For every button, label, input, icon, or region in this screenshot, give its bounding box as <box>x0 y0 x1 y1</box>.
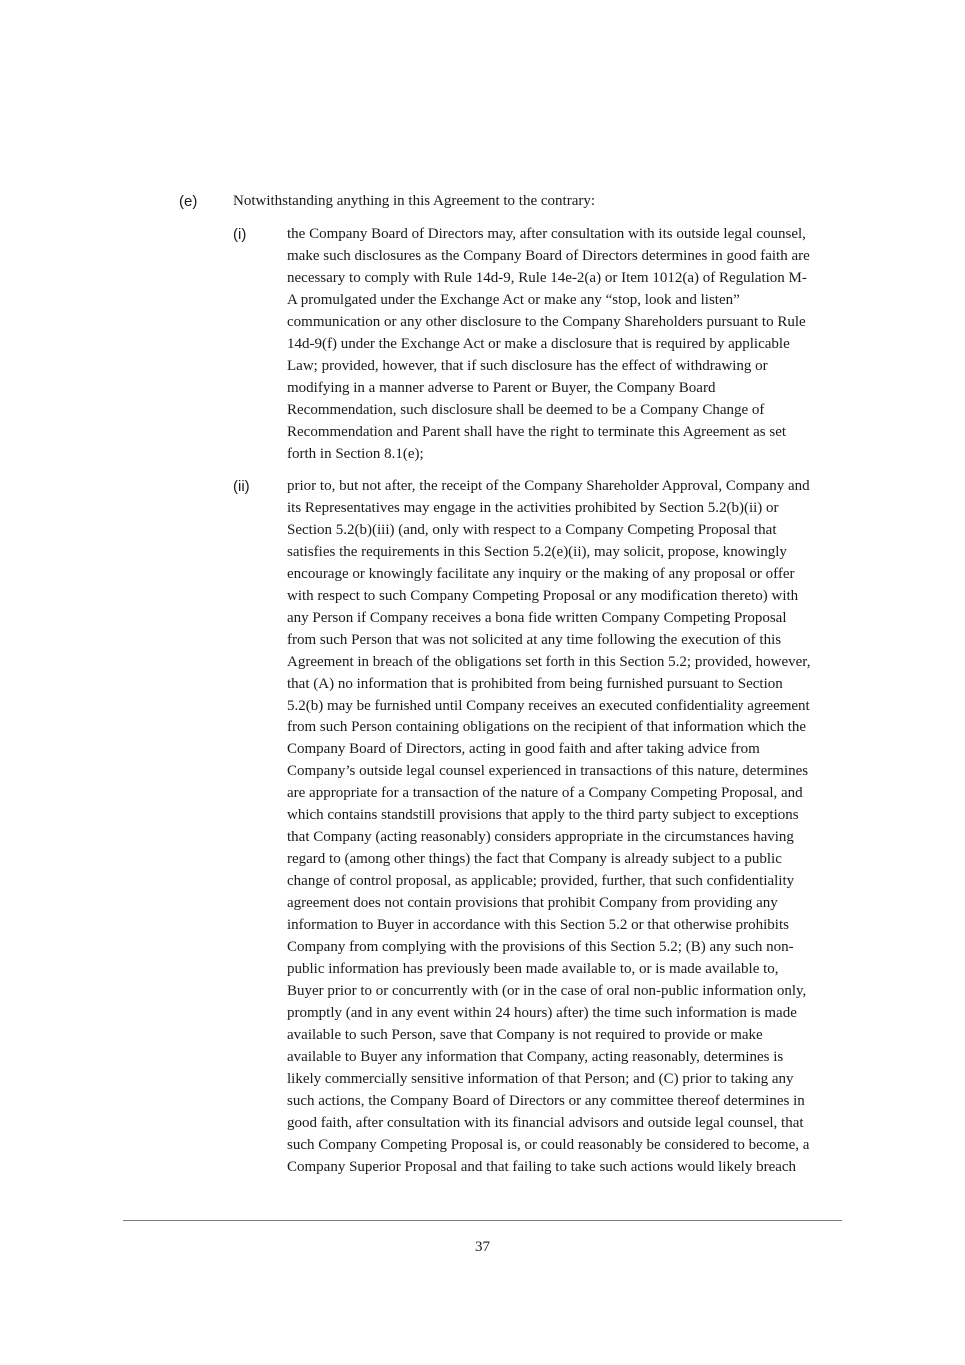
paragraph-line: modifying in a manner adverse to Parent or Buyer, the Company Board <box>287 379 716 396</box>
paragraph-line: such actions, the Company Board of Directors or any committee thereof determines in <box>287 1092 805 1109</box>
paragraph-line: information to Buyer in accordance with this Section 5.2 or that otherwise prohibits <box>287 917 789 934</box>
paragraph-line: Recommendation and Parent shall have the right to terminate this Agreement as set <box>287 423 787 440</box>
paragraph-line: necessary to comply with Rule 14d-9, Rule 14e-2(a) or Item 1012(a) of Regulation M- <box>287 269 807 286</box>
paragraph-line: Agreement in breach of the obligations set forth in this Section 5.2; provided, however, <box>287 653 811 670</box>
paragraph-line: make such disclosures as the Company Board of Directors determines in good faith are <box>287 247 810 264</box>
paragraph-line: satisfies the requirements in this Section 5.2(e)(ii), may solicit, propose, knowingly <box>287 543 787 560</box>
footer-divider <box>123 1220 842 1221</box>
paragraph-line: the Company Board of Directors may, after consultation with its outside legal counsel, <box>287 226 806 242</box>
paragraph-line: Company Superior Proposal and that failing to take such actions would likely breach <box>287 1158 797 1175</box>
paragraph-line: forth in Section 8.1(e); <box>287 445 424 462</box>
paragraph-line: its Representatives may engage in the activities prohibited by Section 5.2(b)(ii) or <box>287 499 779 516</box>
paragraph-line: Company from complying with the provisions of this Section 5.2; (B) any such non- <box>287 939 794 956</box>
paragraph-line: that (A) no information that is prohibited from being furnished pursuant to Section <box>287 675 783 692</box>
paragraph-line: which contains standstill provisions that apply to the third party subject to exceptions <box>287 807 799 824</box>
paragraph-line: Company Board of Directors, acting in good faith and after taking advice from <box>287 741 760 758</box>
paragraph-line: such Company Competing Proposal is, or could reasonably be considered to become, a <box>287 1136 810 1153</box>
paragraph-line: change of control proposal, as applicable; provided, further, that such confidentiality <box>287 873 795 890</box>
paragraph-line: from such Person containing obligations on the recipient of that information which the <box>287 719 807 736</box>
item-i-paragraph <box>287 224 847 465</box>
paragraph-line: promptly (and in any event within 24 hours) after) the time such information is made <box>287 1004 797 1021</box>
paragraph-line: 5.2(b) may be furnished until Company receives an executed confidentiality agreement <box>287 697 810 714</box>
item-ii-marker: (ii) <box>233 478 250 495</box>
clause-e-marker: (e) <box>179 193 198 210</box>
paragraph-line: Company’s outside legal counsel experienced in transactions of this nature, determines <box>287 763 809 780</box>
paragraph-line: with respect to such Company Competing Proposal or any modification thereto) with <box>287 587 799 604</box>
paragraph-line: available to Buyer any information that Company, acting reasonably, determines is <box>287 1048 784 1065</box>
paragraph-line: public information has previously been made available to, or is made available to, <box>287 960 779 977</box>
clause-e-intro: Notwithstanding anything in this Agreement to the contrary: <box>233 193 596 209</box>
page-number: 37 <box>475 1239 490 1255</box>
paragraph-line: any Person if Company receives a bona fide written Company Competing Proposal <box>287 609 787 626</box>
item-ii-paragraph <box>287 476 847 1179</box>
paragraph-line: communication or any other disclosure to the Company Shareholders pursuant to Rule <box>287 313 806 330</box>
paragraph-line: A promulgated under the Exchange Act or make any “stop, look and listen” <box>287 291 740 308</box>
paragraph-line: regard to (among other things) the fact that Company is already subject to a public <box>287 851 782 868</box>
paragraph-line: likely commercially sensitive information of that Person; and (C) prior to taking any <box>287 1070 794 1087</box>
paragraph-line: available to such Person, save that Company is not required to provide or make <box>287 1026 763 1043</box>
paragraph-line: good faith, after consultation with its financial advisors and outside legal counsel, that <box>287 1114 804 1131</box>
paragraph-line: Buyer prior to or concurrently with (or in the case of oral non-public information only, <box>287 982 807 999</box>
paragraph-line: from such Person that was not solicited at any time following the execution of this <box>287 631 782 648</box>
paragraph-line: agreement does not contain provisions that prohibit Company from providing any <box>287 895 778 912</box>
item-i-marker: (i) <box>233 226 247 243</box>
paragraph-line: 14d-9(f) under the Exchange Act or make a disclosure that is required by applicable <box>287 335 790 352</box>
paragraph-line: Law; provided, however, that if such disclosure has the effect of withdrawing or <box>287 357 768 374</box>
paragraph-line: prior to, but not after, the receipt of the Company Shareholder Approval, Company and <box>287 478 810 494</box>
paragraph-line: encourage or knowingly facilitate any inquiry or the making of any proposal or offer <box>287 565 795 582</box>
paragraph-line: Section 5.2(b)(iii) (and, only with respect to a Company Competing Proposal that <box>287 521 777 538</box>
paragraph-line: that Company (acting reasonably) considers appropriate in the circumstances having <box>287 829 794 846</box>
paragraph-line: Recommendation, such disclosure shall be deemed to be a Company Change of <box>287 401 765 418</box>
paragraph-line: are appropriate for a transaction of the nature of a Company Competing Proposal, and <box>287 785 803 802</box>
